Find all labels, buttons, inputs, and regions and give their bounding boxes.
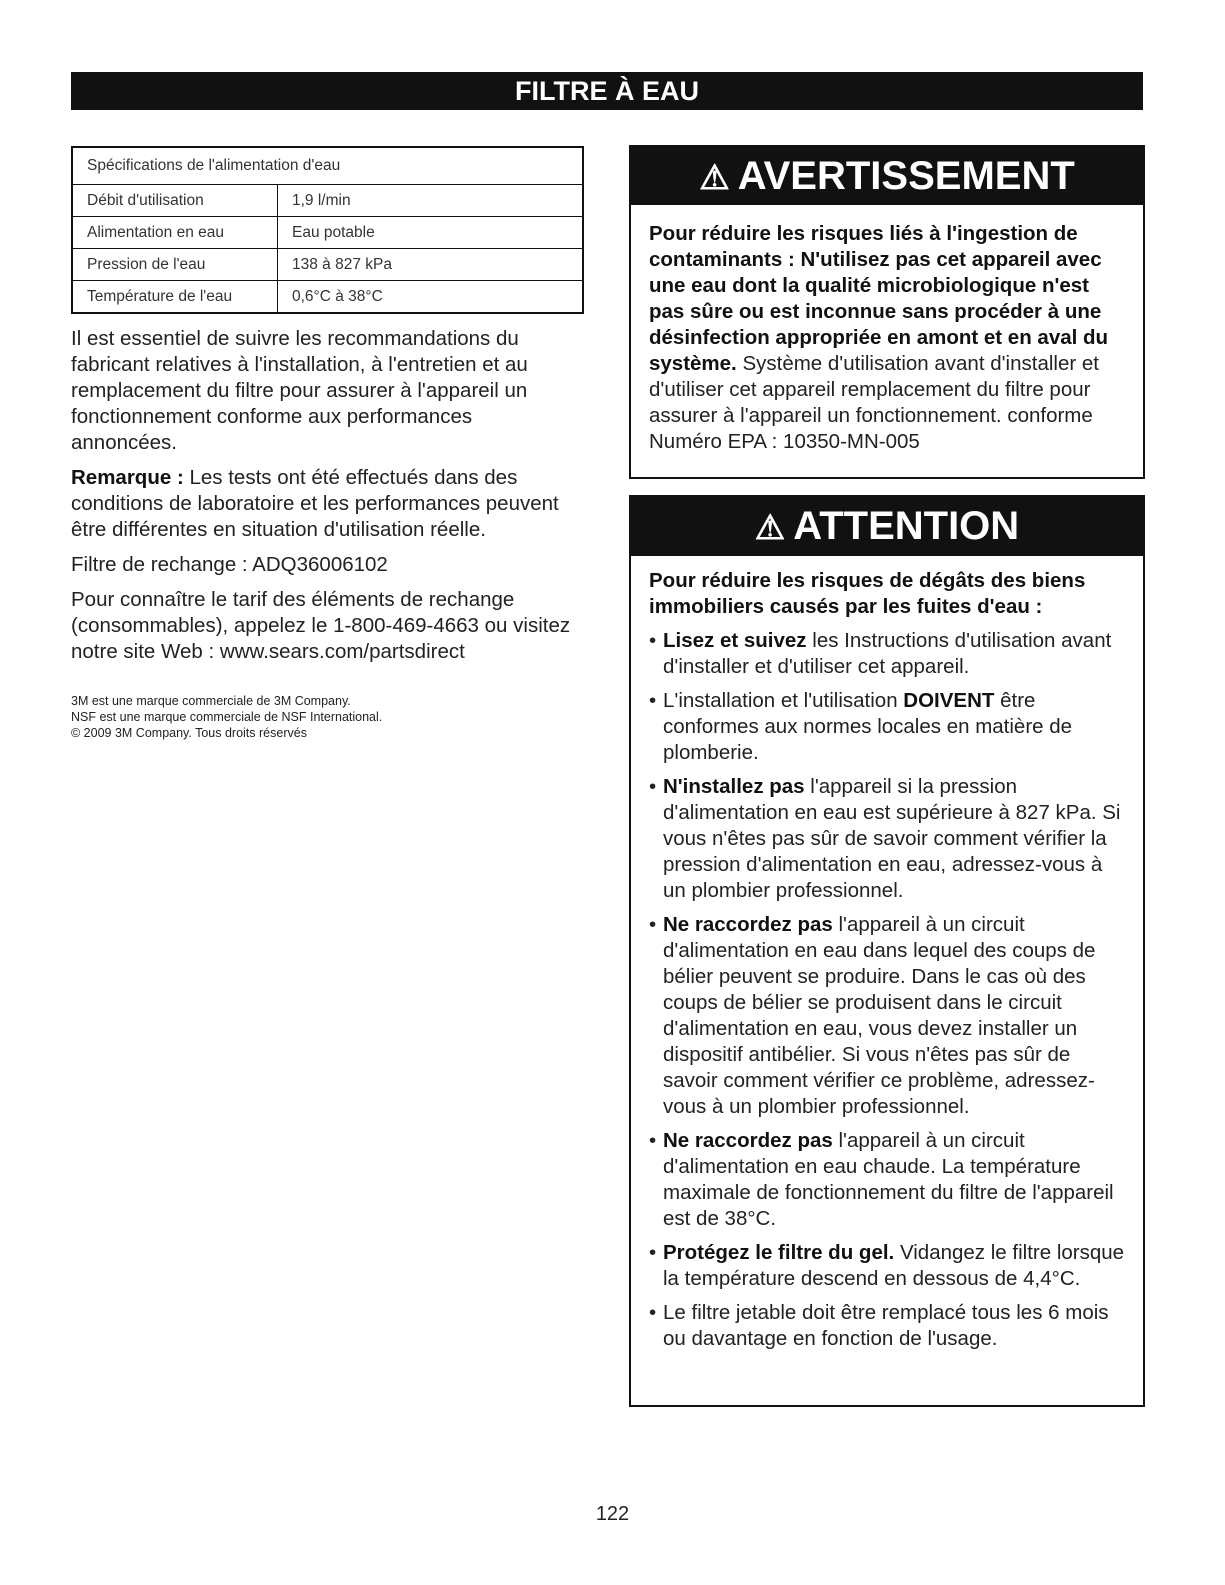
item-bold: Protégez le filtre du gel. [663,1241,895,1264]
warning-text: Système d'utilisation avant d'installer et d'utiliser cet appareil remplacement du filtre pour assurer à l'appareil un fonctionnement. conforme Numéro EPA : 10350-MN-005 [649,352,1099,453]
item-text: Vidangez le filtre lorsque la température descend en dessous de 4,4°C. [663,1241,1125,1290]
spec-label: Température de l'eau [72,281,278,314]
spec-value: 0,6°C à 38°C [278,281,584,314]
legal-line: 3M est une marque commerciale de 3M Company. [71,694,351,708]
caution-list [649,628,1125,1352]
legal-notice [71,693,581,741]
item-bold: DOIVENT [903,689,995,712]
item-text: l'appareil si la pression d'alimentation en eau est supérieure à 827 kPa. Si vous n'êtes pas sûr de savoir comment vérifier la pression d'alimentation en eau, adressez-vous à un plombier professionnel. [663,775,1121,902]
bullet-icon: • [649,913,657,936]
spec-value: 138 à 827 kPa [278,249,584,281]
item-bold: Ne raccordez pas [663,913,833,936]
legal-line: NSF est une marque commerciale de NSF International. [71,710,383,724]
manufacturer-recommendation-paragraph: Il est essentiel de suivre les recommandations du fabricant relatives à l'installation, à l'entretien et au remplacement du filtre pour assurer à l'appareil un fonctionnement conforme aux performances annoncées. [71,327,528,454]
caution-header [631,497,1143,556]
spec-label: Débit d'utilisation [72,185,278,217]
spec-label: Pression de l'eau [72,249,278,281]
warning-box [629,145,1145,479]
spec-value: 1,9 l/min [278,185,584,217]
warning-body [631,205,1143,455]
caution-title: ATTENTION [793,504,1020,548]
warning-triangle-icon: ⚠ [754,509,786,547]
bullet-icon: • [649,1301,657,1324]
bullet-icon: • [649,775,657,798]
list-item [649,688,1125,766]
contact-paragraph: Pour connaître le tarif des éléments de rechange (consommables), appelez le 1-800-469-4663 ou visitez notre site Web : www.sears.com/partsdirect [71,588,571,663]
item-bold: Lisez et suivez [663,629,807,652]
spec-table-title: Spécifications de l'alimentation d'eau [72,147,583,185]
section-title-banner [71,72,1143,110]
warning-header [631,147,1143,205]
list-item [649,628,1125,680]
item-bold: N'installez pas [663,775,805,798]
item-text: Le filtre jetable doit être remplacé tous les 6 mois ou davantage en fonction de l'usage. [663,1301,1109,1350]
item-text: l'appareil à un circuit d'alimentation en eau dans lequel des coups de bélier peuvent se produire. Dans le cas où des coups de bélier se produisent dans le circuit d'alimentation en eau, vous devez installer un dispositif antibélier. Si vous n'êtes pas sûr de savoir comment vérifier ce problème, adressez-vous à un plombier professionnel. [663,913,1096,1118]
legal-line: © 2009 3M Company. Tous droits réservés [71,726,307,740]
spec-label: Alimentation en eau [72,217,278,249]
table-row [72,249,583,281]
warning-triangle-icon: ⚠ [699,159,730,197]
caution-intro [649,568,1125,620]
bullet-icon: • [649,629,657,652]
spec-value: Eau potable [278,217,584,249]
bullet-icon: • [649,689,657,712]
list-item [649,912,1125,1120]
water-supply-spec-table [71,146,584,314]
list-item [649,1128,1125,1232]
item-text: l'appareil à un circuit d'alimentation en eau chaude. La température maximale de fonctionnement du filtre de l'appareil est de 38°C. [663,1129,1114,1230]
warning-title: AVERTISSEMENT [737,154,1075,198]
item-bold: Ne raccordez pas [663,1129,833,1152]
table-row [72,281,583,314]
section-title: FILTRE À EAU [515,76,699,106]
replacement-filter-text: Filtre de rechange : ADQ36006102 [71,553,388,576]
page-number: 122 [595,1503,630,1525]
note-text: Les tests ont été effectués dans des conditions de laboratoire et les performances peuvent être différentes en situation d'utilisation réelle. [71,466,559,541]
item-text: être conformes aux normes locales en matière de plomberie. [663,689,1073,764]
bullet-icon: • [649,1241,657,1264]
caution-intro-text: Pour réduire les risques de dégâts des biens immobiliers causés par les fuites d'eau : [649,569,1086,618]
table-row [72,185,583,217]
table-row [72,217,583,249]
note-paragraph [71,465,581,543]
bullet-icon: • [649,1129,657,1152]
note-label: Remarque : [71,466,184,489]
caution-box [629,495,1145,1407]
list-item [649,1300,1125,1352]
list-item [649,1240,1125,1292]
item-text: les Instructions d'utilisation avant d'installer et d'utiliser cet appareil. [663,629,1112,678]
caution-body [631,556,1143,1352]
list-item [649,774,1125,904]
warning-bold-text: Pour réduire les risques liés à l'ingestion de contaminants : N'utilisez pas cet appareil avec une eau dont la qualité microbiologique n'est pas sûre ou est inconnue sans procéder à une désinfection appropriée en amont et en aval du système. [649,222,1109,375]
left-column [71,326,581,741]
item-pre: L'installation et l'utilisation [663,689,904,712]
